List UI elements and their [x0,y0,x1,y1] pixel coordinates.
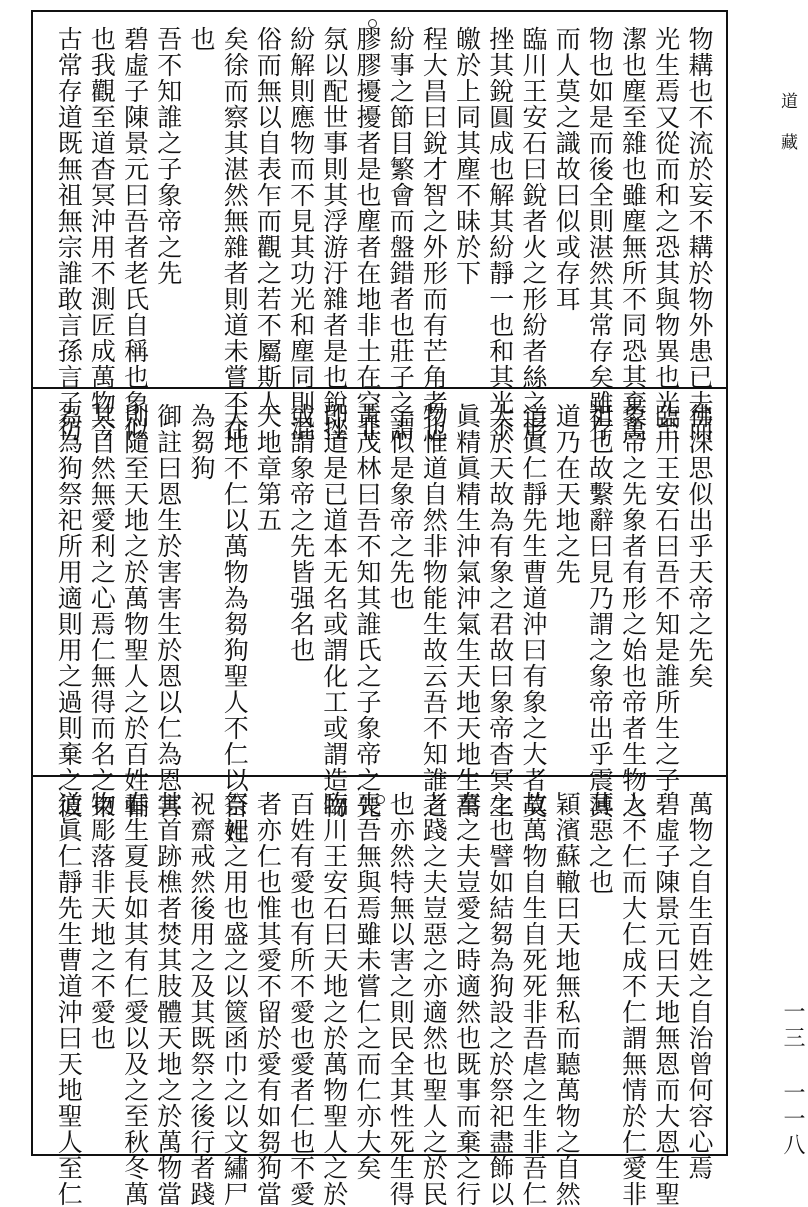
text-column: 喪吾無與焉雖未嘗仁之而仁亦大矣 [353,791,382,1181]
text-column: 臨川王安石曰吾不知是誰所生之子 [651,403,681,793]
text-column: 而人莫之識故曰似或存耳 [552,26,582,312]
text-column: 潔也塵至雜也雖塵無所不同恐其棄萬 [618,26,648,442]
text-column: 芻為狗祭祀所用適則用之過則棄之彼 [54,403,84,819]
text-column: 萬物之自生百姓之自治曾何容心焉 [685,791,714,1181]
text-column: 其自然無愛利之心焉仁無得而名之束 [87,403,117,819]
text-column: 臨川王安石曰銳者火之形紛者絲之形 [519,26,548,442]
text-column: 物耩也不流於妄不耩於物外患已去而 [685,26,714,442]
text-column: 矣徐而察其湛然無雜者則道未嘗不在 [220,26,250,442]
text-column: 天地不仁以萬物為芻狗聖人不仁以百姓 [220,403,250,845]
text-column: 者亦仁也惟其愛不留於愛有如芻狗當 [253,791,283,1207]
binding-hole-mark [368,19,377,28]
text-column: 祝齋戒然後用之及其既祭之後行者踐 [187,791,216,1207]
text-column: 故萬物自生自死死非吾虐之生非吾仁 [519,791,548,1207]
text-column: 祭祀之用也盛之以篋函巾之以文繡尸 [220,791,250,1207]
text-column: 氛以配世事則其浮游汙雜者是也銳挫 [319,26,349,442]
text-column: 者踐之夫豈惡之亦適然也聖人之於民 [419,791,449,1207]
text-column: 眞精眞精生沖氣沖氣生天地天地生萬 [452,403,482,819]
binding-hole-mark [376,795,385,804]
text-column: 黃茂林曰吾不知其誰氏之子象帝之先 [353,403,382,819]
text-column: 皦於上同其塵不昧於下 [452,26,482,286]
text-column: 物惟道自然非物能生故云吾不知誰之 [419,403,449,819]
text-column: 膠膠擾擾者是也塵者在地非土在空非 [353,26,382,442]
text-column: 道乃在天地之先 [552,403,582,585]
text-column: 祖也故繫辭曰見乃謂之象帝出乎震其 [585,403,615,819]
text-column: 碧虛子陳景元曰天地無恩而大恩生聖 [651,791,681,1207]
text-column: 光生焉又從而和之恐其與物異也光至 [651,26,681,442]
text-column: 薄惡之也 [585,791,615,895]
text-column: 古常存道既無祖無宗誰敢言孫言子彷 [54,26,84,442]
text-column: 之也譬如結芻為狗設之於祭祀盡飾以 [485,791,515,1207]
scripture-page [14,10,754,1207]
text-column: 俗而無以自表乍而觀之若不屬斯人 [253,26,283,416]
binding-hole-mark [368,408,377,417]
text-column: 穎濱蘇轍曰天地無私而聽萬物之自然 [552,791,582,1207]
text-column: 為芻狗 [187,403,216,481]
text-column: 也 [187,26,216,52]
text-column: 其首跡樵者焚其肢體天地之於萬物當 [153,791,183,1207]
text-column: 即道是已道本无名或謂化工或謂造物 [319,403,349,819]
text-column: 吾不知誰之子象帝之先 [153,26,183,286]
text-column: 紛事之節目繁會而盤錯者也莊子之謂 [386,26,416,442]
text-column: 御註曰恩生於害害生於恩以仁為恩害 [153,403,183,819]
text-column: 程大昌曰銳才智之外形而有芒角者也 [419,26,449,442]
text-column: 彿深思似出乎天帝之先矣 [685,403,714,689]
text-column: 天地章第五 [253,403,283,533]
text-column: 也我觀至道杳冥沖用不測匠成萬物今 [87,26,117,442]
text-column: 紛解則應物而不見其功光和塵同則混 [286,26,316,442]
text-column: 人不仁而大仁成不仁謂無情於仁愛非 [618,791,648,1207]
text-column: 子似是象帝之先也 [386,403,416,611]
text-column: 奉之夫豈愛之時適然也既事而棄之行 [452,791,482,1207]
text-column: 臨川王安石曰天地之於萬物聖人之於 [319,791,349,1207]
text-column: 道眞仁靜先生曹道沖曰有象之大者莫 [519,403,548,819]
text-column: 象帝之先象者有形之始也帝者生物之 [618,403,648,819]
text-column: 道眞仁靜先生曹道沖曰天地聖人至仁 [54,791,84,1207]
text-column: 挫其銳圓成也解其紛靜一也和其光不 [485,26,515,442]
text-column: 大於天故為有象之君故曰象帝杳冥生 [485,403,515,819]
text-column: 碧虛子陳景元曰吾者老氏自稱也象似 [120,26,150,442]
text-panel-bottom [33,777,726,1207]
text-column: 百姓有愛也有所不愛也愛者仁也不愛 [286,791,316,1207]
text-column: 春生夏長如其有仁愛以及之至秋冬萬 [120,791,150,1207]
folio-number: 一三 一一八 [780,1000,805,1159]
book-title: 道藏 [777,92,797,174]
text-column: 物彫落非天地之不愛也 [87,791,117,1051]
text-column: 或謂象帝之先皆强名也 [286,403,316,663]
text-column: 也亦然特無以害之則民全其性死生得 [386,791,416,1207]
text-column: 則隨至天地之於萬物聖人之於百姓輔 [120,403,150,819]
text-column: 物也如是而後全則湛然其常存矣雖存 [585,26,615,442]
